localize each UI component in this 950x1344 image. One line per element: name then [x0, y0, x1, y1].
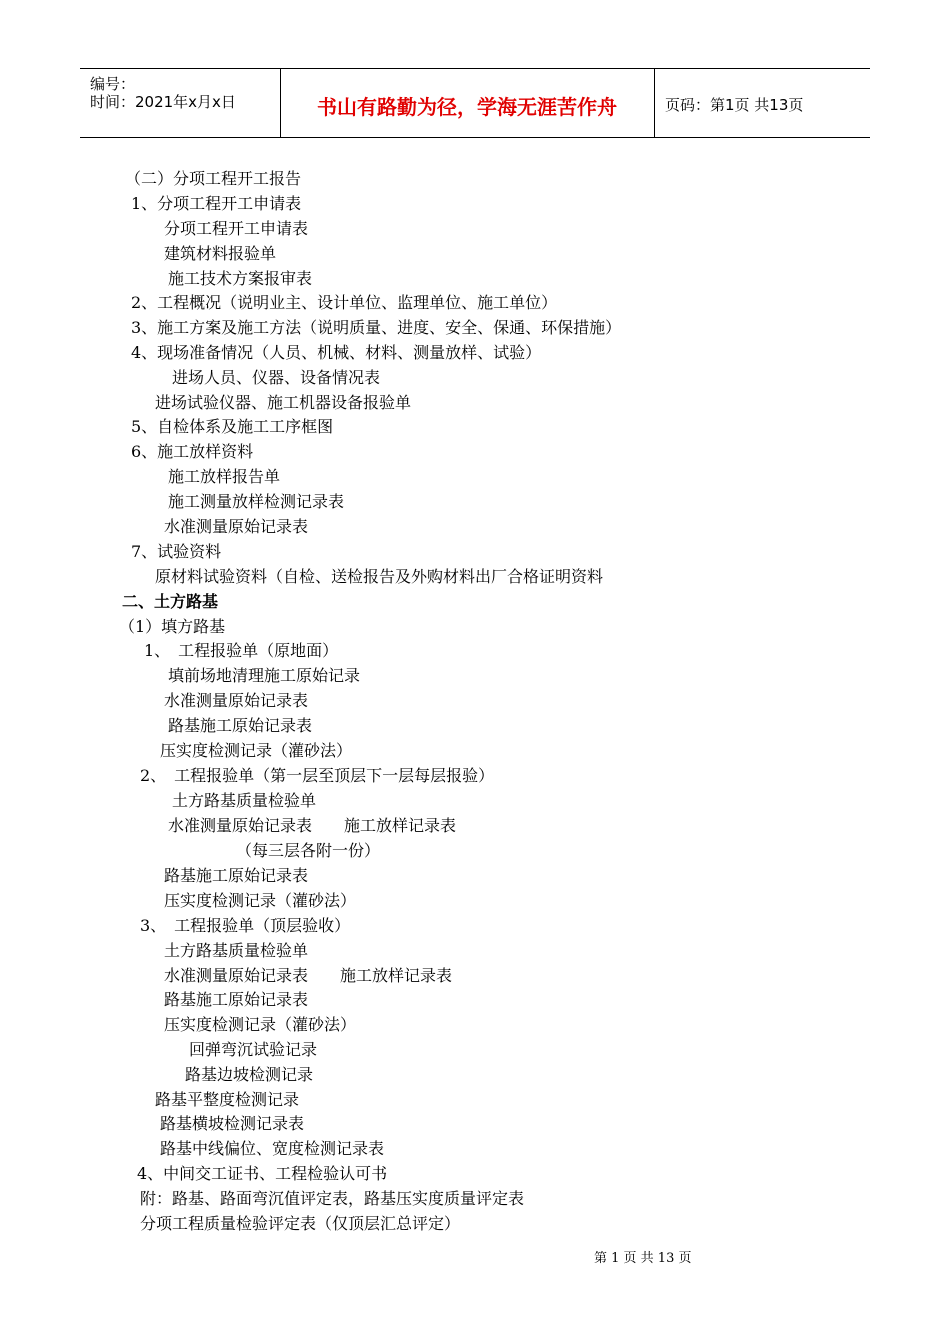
- list-item: 7、试验资料: [131, 542, 222, 561]
- list-item: 压实度检测记录（灌砂法）: [160, 741, 353, 760]
- list-item: 压实度检测记录（灌砂法）: [164, 891, 357, 910]
- list-item: 水准测量原始记录表: [168, 816, 313, 835]
- header-motto-cell: [280, 69, 655, 137]
- list-item: 1、分项工程开工申请表: [131, 194, 302, 213]
- list-item: 施工放样记录表: [344, 816, 457, 835]
- header-page-cell: [655, 69, 870, 137]
- section-heading: （二）分项工程开工报告: [125, 169, 302, 188]
- list-item: 原材料试验资料（自检、送检报告及外购材料出厂合格证明资料: [155, 567, 604, 586]
- list-item: 土方路基质量检验单: [164, 941, 309, 960]
- list-item: 路基施工原始记录表: [164, 866, 309, 885]
- list-item: 4、中间交工证书、工程检验认可书: [137, 1164, 388, 1183]
- list-item: 施工放样报告单: [168, 467, 281, 486]
- list-item: 施工放样记录表: [340, 966, 453, 985]
- section-heading: 二、土方路基: [122, 592, 219, 611]
- list-item: 分项工程开工申请表: [164, 219, 309, 238]
- list-item: 4、现场准备情况（人员、机械、材料、测量放样、试验）: [131, 343, 542, 362]
- list-item: 路基横坡检测记录表: [160, 1114, 305, 1133]
- list-item: 2、工程概况（说明业主、设计单位、监理单位、施工单位）: [131, 293, 558, 312]
- list-item: 进场人员、仪器、设备情况表: [172, 368, 381, 387]
- header-info-cell: [80, 69, 281, 137]
- list-item: 3、 工程报验单（顶层验收）: [140, 916, 351, 935]
- list-item: 回弹弯沉试验记录: [189, 1040, 318, 1059]
- list-item: 进场试验仪器、施工机器设备报验单: [155, 393, 412, 412]
- motto: 书山有路勤为径，学海无涯苦作舟: [317, 95, 617, 119]
- list-item: 3、施工方案及施工方法（说明质量、进度、安全、保通、环保措施）: [131, 318, 622, 337]
- list-item: 路基平整度检测记录: [155, 1090, 300, 1109]
- list-item: 水准测量原始记录表: [164, 517, 309, 536]
- list-item: 1、 工程报验单（原地面）: [144, 641, 339, 660]
- appendix-text: 附：路基、路面弯沉值评定表，路基压实度质量评定表: [140, 1189, 525, 1208]
- page-info: 页码：第1页 共13页: [665, 96, 804, 114]
- list-item: 5、自检体系及施工工序框图: [131, 417, 334, 436]
- list-item: 路基施工原始记录表: [164, 990, 309, 1009]
- list-item: 建筑材料报验单: [164, 244, 277, 263]
- list-item: 土方路基质量检验单: [172, 791, 317, 810]
- list-item: 填前场地清理施工原始记录: [168, 666, 361, 685]
- subsection-heading: （1）填方路基: [119, 617, 226, 636]
- note-text: （每三层各附一份）: [236, 841, 381, 860]
- list-item: 路基中线偏位、宽度检测记录表: [160, 1139, 385, 1158]
- page-footer: 第 1 页 共 13 页: [594, 1251, 692, 1266]
- date-line: 时间：2021年x月x日: [90, 93, 236, 111]
- list-item: 水准测量原始记录表: [164, 966, 309, 985]
- list-item: 2、 工程报验单（第一层至顶层下一层每层报验）: [140, 766, 495, 785]
- appendix-text: 分项工程质量检验评定表（仅顶层汇总评定）: [140, 1214, 461, 1233]
- document-header: [80, 68, 870, 138]
- list-item: 压实度检测记录（灌砂法）: [164, 1015, 357, 1034]
- list-item: 路基施工原始记录表: [168, 716, 313, 735]
- list-item: 水准测量原始记录表: [164, 691, 309, 710]
- number-label: 编号：: [90, 75, 136, 93]
- list-item: 施工测量放样检测记录表: [168, 492, 345, 511]
- list-item: 6、施工放样资料: [131, 442, 254, 461]
- list-item: 路基边坡检测记录: [185, 1065, 314, 1084]
- list-item: 施工技术方案报审表: [168, 269, 313, 288]
